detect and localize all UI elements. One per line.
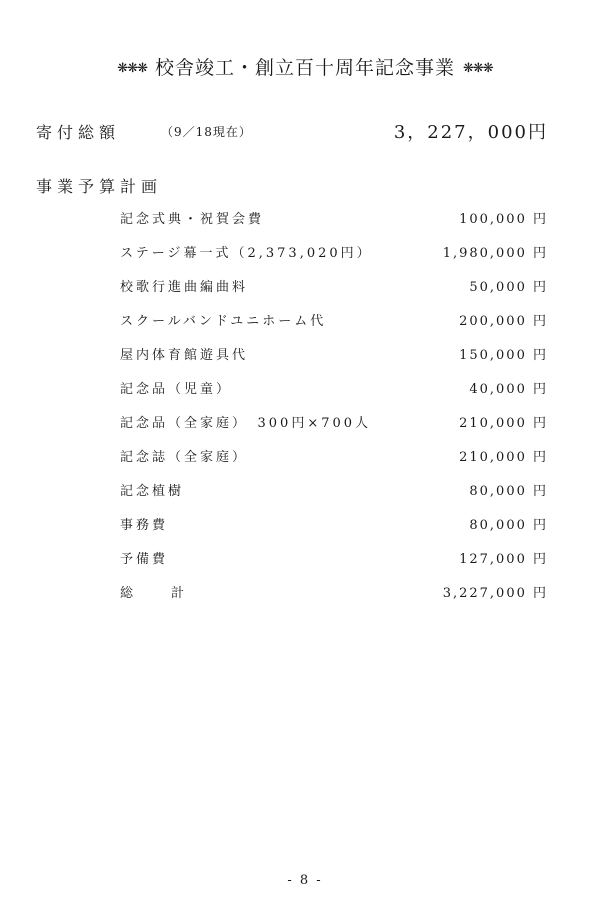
ornament-right: ❋❋❋ [463, 61, 493, 76]
budget-list [120, 203, 548, 611]
donation-total-row [36, 118, 548, 144]
donation-amount: 3，227，000円 [393, 122, 548, 143]
budget-item-amount: 150,000 円 [459, 348, 548, 363]
budget-item-name: 校歌行進曲編曲料 [120, 280, 249, 295]
page-title [0, 53, 610, 80]
donation-date-note: （9／18現在） [161, 125, 252, 139]
budget-item-name: 記念誌（全家庭） [120, 450, 249, 465]
budget-row [120, 475, 548, 509]
budget-item-amount: 80,000 円 [469, 518, 548, 533]
budget-row [120, 271, 548, 305]
budget-item-name: 記念品（全家庭） 300円×700人 [120, 416, 372, 431]
budget-row [120, 305, 548, 339]
budget-item-amount: 1,980,000 円 [442, 246, 548, 261]
budget-item-name: 記念式典・祝賀会費 [120, 212, 265, 227]
page-number: - 8 - [287, 873, 323, 888]
title-text: 校舎竣工・創立百十周年記念事業 [154, 57, 455, 79]
budget-item-name: 記念植樹 [120, 484, 185, 499]
budget-row [120, 339, 548, 373]
budget-row [120, 543, 548, 577]
budget-item-name: スクールバンドユニホーム代 [120, 314, 327, 329]
budget-heading: 事業予算計画 [36, 177, 163, 196]
budget-item-amount: 100,000 円 [459, 212, 548, 227]
budget-item-name: 記念品（児童） [120, 382, 233, 397]
budget-total-label: 総計 [120, 586, 223, 601]
donation-label: 寄付総額 [36, 123, 121, 142]
budget-item-amount: 210,000 円 [459, 450, 548, 465]
budget-row [120, 237, 548, 271]
budget-row [120, 407, 548, 441]
budget-total-amount: 3,227,000 円 [442, 586, 548, 601]
budget-item-name: 予備費 [120, 552, 169, 567]
budget-row [120, 509, 548, 543]
budget-item-amount: 80,000 円 [469, 484, 548, 499]
budget-row [120, 441, 548, 475]
budget-item-amount: 40,000 円 [469, 382, 548, 397]
budget-item-name: 事務費 [120, 518, 169, 533]
budget-item-name: ステージ幕一式（2,373,020円） [120, 246, 373, 261]
budget-row [120, 373, 548, 407]
budget-item-name: 屋内体育館遊具代 [120, 348, 249, 363]
budget-row [120, 203, 548, 237]
budget-item-amount: 210,000 円 [459, 416, 548, 431]
budget-item-amount: 200,000 円 [459, 314, 548, 329]
budget-item-amount: 50,000 円 [469, 280, 548, 295]
budget-item-amount: 127,000 円 [459, 552, 548, 567]
ornament-left: ❋❋❋ [117, 61, 147, 76]
budget-total-row [120, 577, 548, 611]
